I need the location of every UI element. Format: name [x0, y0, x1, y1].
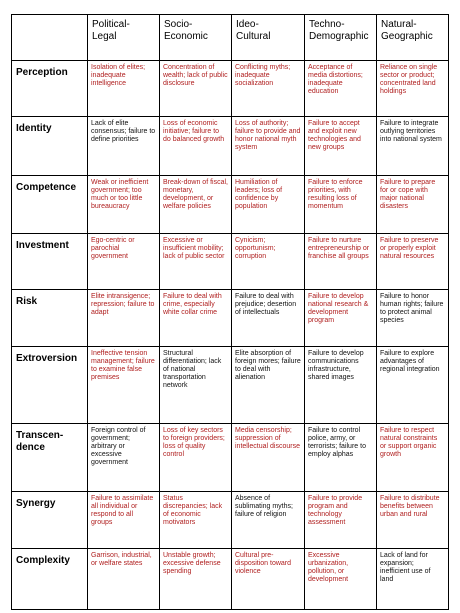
cell-perception-ideo-cultural: Conflicting myths; inadequate socialization	[232, 61, 305, 117]
column-header-techno-demographic	[305, 15, 377, 61]
cell-perception-natural-geographic: Reliance on single sector or product; concentrated land holdings	[377, 61, 449, 117]
row-header-risk: Risk	[12, 289, 88, 346]
column-header-natural-geographic	[377, 15, 449, 61]
column-header-line1: Socio-	[164, 19, 193, 30]
cell-extroversion-political-legal: Ineffective tension management; failure to examine false premises	[88, 346, 160, 423]
cell-risk-techno-demographic: Failure to develop national research & development program	[305, 289, 377, 346]
row-transcendence	[12, 423, 449, 491]
cell-risk-natural-geographic: Failure to honor human rights; failure to protect animal species	[377, 289, 449, 346]
row-header-extroversion: Extroversion	[12, 346, 88, 423]
cell-transcendence-ideo-cultural: Media censorship; suppression of intellectual discourse	[232, 423, 305, 491]
corner-cell	[12, 15, 88, 61]
column-header-line2: Demographic	[309, 31, 369, 42]
column-header-line2: Economic	[164, 31, 208, 42]
column-header-line1: Political-	[92, 19, 130, 30]
row-competence	[12, 175, 449, 233]
cell-risk-socio-economic: Failure to deal with crime, especially white collar crime	[160, 289, 232, 346]
row-complexity	[12, 548, 449, 609]
cell-synergy-natural-geographic: Failure to distribute benefits between urban and rural	[377, 492, 449, 549]
cell-extroversion-techno-demographic: Failure to develop communications infrastructure, shared images	[305, 346, 377, 423]
column-header-line1: Natural-	[381, 19, 417, 30]
cell-complexity-political-legal: Garrison, industrial, or welfare states	[88, 548, 160, 609]
cell-competence-natural-geographic: Failure to prepare for or cope with major national disasters	[377, 175, 449, 233]
row-header-investment: Investment	[12, 233, 88, 289]
cell-synergy-ideo-cultural: Absence of sublimating myths; failure of religion	[232, 492, 305, 549]
row-header-identity: Identity	[12, 116, 88, 175]
row-investment	[12, 233, 449, 289]
cell-identity-ideo-cultural: Loss of authority; failure to provide and honor national myth system	[232, 116, 305, 175]
cell-perception-political-legal: Isolation of elites; inadequate intelligence	[88, 61, 160, 117]
row-synergy	[12, 492, 449, 549]
cell-investment-techno-demographic: Failure to nurture entrepreneurship or franchise all groups	[305, 233, 377, 289]
cell-competence-political-legal: Weak or inefficient government; too much or too little bureaucracy	[88, 175, 160, 233]
column-header-ideo-cultural	[232, 15, 305, 61]
cell-extroversion-ideo-cultural: Elite absorption of foreign mores; failure to deal with alienation	[232, 346, 305, 423]
matrix-body	[12, 61, 449, 610]
cell-identity-socio-economic: Loss of economic initiative; failure to do balanced growth	[160, 116, 232, 175]
column-header-socio-economic	[160, 15, 232, 61]
cell-transcendence-techno-demographic: Failure to control police, army, or terrorists; failure to employ alphas	[305, 423, 377, 491]
cell-identity-natural-geographic: Failure to integrate outlying territories into national system	[377, 116, 449, 175]
row-identity	[12, 116, 449, 175]
cell-complexity-socio-economic: Unstable growth; excessive defense spending	[160, 548, 232, 609]
cell-complexity-techno-demographic: Excessive urbanization, pollution, or development	[305, 548, 377, 609]
cell-transcendence-natural-geographic: Failure to respect natural constraints or support organic growth	[377, 423, 449, 491]
column-header-line2: Cultural	[236, 31, 271, 42]
cell-identity-techno-demographic: Failure to accept and exploit new technologies and new groups	[305, 116, 377, 175]
column-header-political-legal	[88, 15, 160, 61]
cell-extroversion-socio-economic: Structural differentiation; lack of national transportation network	[160, 346, 232, 423]
cell-competence-ideo-cultural: Humiliation of leaders; loss of confidence by population	[232, 175, 305, 233]
matrix-sheet	[11, 14, 448, 610]
row-header-competence: Competence	[12, 175, 88, 233]
cell-investment-ideo-cultural: Cynicism; opportunism; corruption	[232, 233, 305, 289]
cell-perception-techno-demographic: Acceptance of media distortions; inadequate education	[305, 61, 377, 117]
cell-transcendence-socio-economic: Loss of key sectors to foreign providers; loss of quality control	[160, 423, 232, 491]
cell-complexity-ideo-cultural: Cultural pre-disposition toward violence	[232, 548, 305, 609]
row-perception	[12, 61, 449, 117]
column-header-line2: Legal	[92, 31, 117, 42]
cell-investment-political-legal: Ego-centric or parochial government	[88, 233, 160, 289]
cell-complexity-natural-geographic: Lack of land for expansion; inefficient use of land	[377, 548, 449, 609]
column-header-line1: Ideo-	[236, 19, 259, 30]
header-row	[12, 15, 449, 61]
cell-extroversion-natural-geographic: Failure to explore advantages of regional integration	[377, 346, 449, 423]
cell-synergy-socio-economic: Status discrepancies; lack of economic motivators	[160, 492, 232, 549]
cell-investment-natural-geographic: Failure to preserve or properly exploit natural resources	[377, 233, 449, 289]
row-header-transcendence: Transcen-dence	[12, 423, 88, 491]
cell-risk-political-legal: Elite intransigence; repression; failure to adapt	[88, 289, 160, 346]
row-extroversion	[12, 346, 449, 423]
cell-synergy-techno-demographic: Failure to provide program and technology assessment	[305, 492, 377, 549]
cell-risk-ideo-cultural: Failure to deal with prejudice; desertion of intellectuals	[232, 289, 305, 346]
row-header-complexity: Complexity	[12, 548, 88, 609]
cell-investment-socio-economic: Excessive or insufficient mobility; lack of public sector	[160, 233, 232, 289]
row-header-perception: Perception	[12, 61, 88, 117]
cell-synergy-political-legal: Failure to assimilate all individual or respond to all groups	[88, 492, 160, 549]
cell-perception-socio-economic: Concentration of wealth; lack of public disclosure	[160, 61, 232, 117]
row-risk	[12, 289, 449, 346]
column-header-line1: Techno-	[309, 19, 345, 30]
risk-matrix-table	[11, 14, 449, 610]
column-header-line2: Geographic	[381, 31, 433, 42]
cell-transcendence-political-legal: Foreign control of government; arbitrary or excessive government	[88, 423, 160, 491]
cell-identity-political-legal: Lack of elite consensus; failure to define priorities	[88, 116, 160, 175]
cell-competence-socio-economic: Break-down of fiscal, monetary, development, or welfare policies	[160, 175, 232, 233]
row-header-synergy: Synergy	[12, 492, 88, 549]
cell-competence-techno-demographic: Failure to enforce priorities, with resulting loss of momentum	[305, 175, 377, 233]
